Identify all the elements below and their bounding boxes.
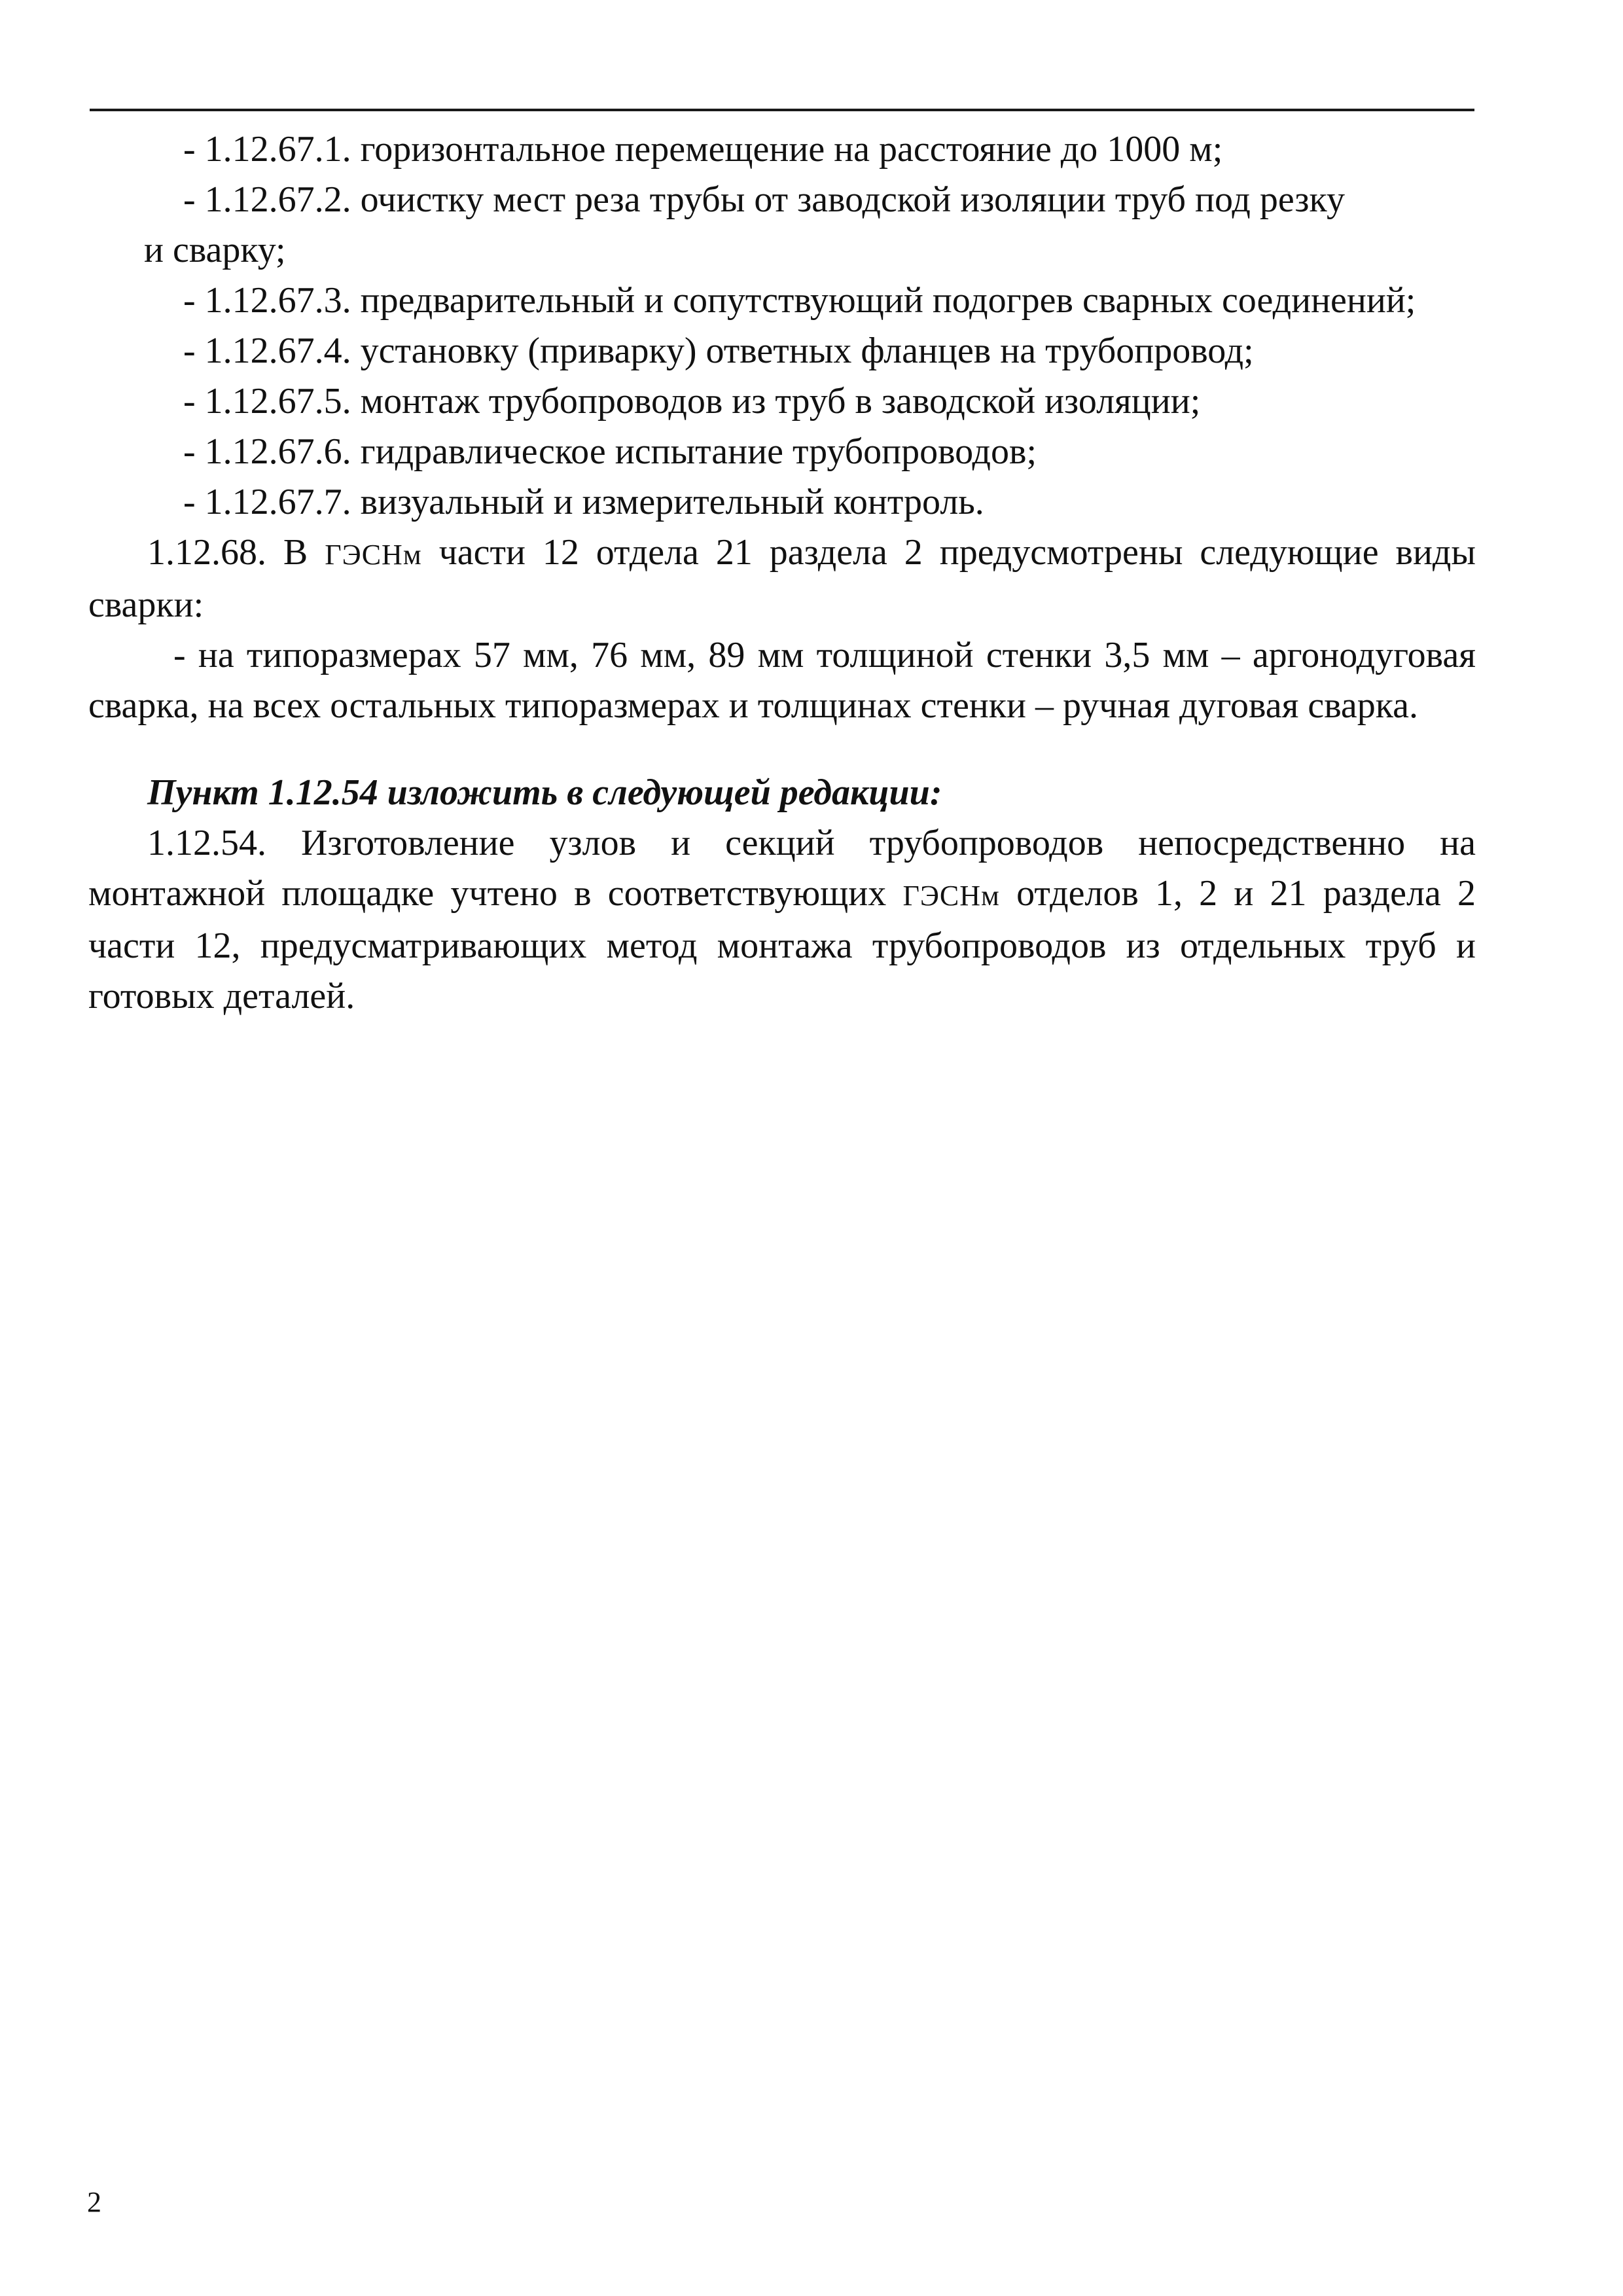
document-body — [88, 124, 1476, 1022]
list-item-6: - 1.12.67.6. гидравлическое испытание трубопроводов; — [183, 431, 1037, 472]
amendment-heading: Пункт 1.12.54 изложить в следующей редакции: — [147, 772, 942, 813]
list-item-2-line-2: и сварку; — [144, 230, 286, 270]
paragraph-text: монтажной площадке учтено в соответствующих — [88, 873, 887, 914]
list-item-4: - 1.12.67.4. установку (приварку) ответных фланцев на трубопровод; — [183, 331, 1254, 371]
abbreviation-gesnm: ГЭСНм — [902, 880, 1000, 912]
header-rule — [90, 109, 1474, 111]
list-item-3: - 1.12.67.3. предварительный и сопутствующий подогрев сварных соединений; — [183, 280, 1416, 321]
welding-types-line-2: сварка, на всех остальных типоразмерах и толщинах стенки – ручная дуговая сварка. — [88, 685, 1418, 726]
list-item-1: - 1.12.67.1. горизонтальное перемещение на расстояние до 1000 м; — [183, 129, 1223, 170]
paragraph-1-12-54-line-3: части 12, предусматривающих метод монтажа трубопроводов из отдельных труб и — [88, 925, 1476, 966]
paragraph-text: отделов 1, 2 и 21 раздела 2 — [1016, 873, 1476, 914]
list-item-2-line-1: - 1.12.67.2. очистку мест реза трубы от заводской изоляции труб под резку — [183, 179, 1345, 220]
paragraph-1-12-54-line-2 — [88, 869, 1476, 921]
section-spacer — [88, 731, 1476, 768]
paragraph-text: 1.12.68. В — [147, 532, 308, 573]
welding-types-line-1: - на типоразмерах 57 мм, 76 мм, 89 мм толщиной стенки 3,5 мм – аргонодуговая — [173, 635, 1476, 675]
paragraph-1-12-68-line-2: сварки: — [88, 584, 204, 625]
abbreviation-gesnm: ГЭСНм — [325, 539, 422, 571]
paragraph-1-12-54-line-4: готовых деталей. — [88, 976, 355, 1016]
paragraph-text: части 12 отдела 21 раздела 2 предусмотрены следующие виды — [438, 532, 1476, 573]
page-number: 2 — [87, 2186, 101, 2218]
paragraph-1-12-68-line-1 — [88, 528, 1476, 580]
list-item-5: - 1.12.67.5. монтаж трубопроводов из труб в заводской изоляции; — [183, 381, 1201, 422]
paragraph-1-12-54-line-1: 1.12.54. Изготовление узлов и секций трубопроводов непосредственно на — [147, 823, 1476, 863]
list-item-7: - 1.12.67.7. визуальный и измерительный контроль. — [183, 482, 984, 522]
